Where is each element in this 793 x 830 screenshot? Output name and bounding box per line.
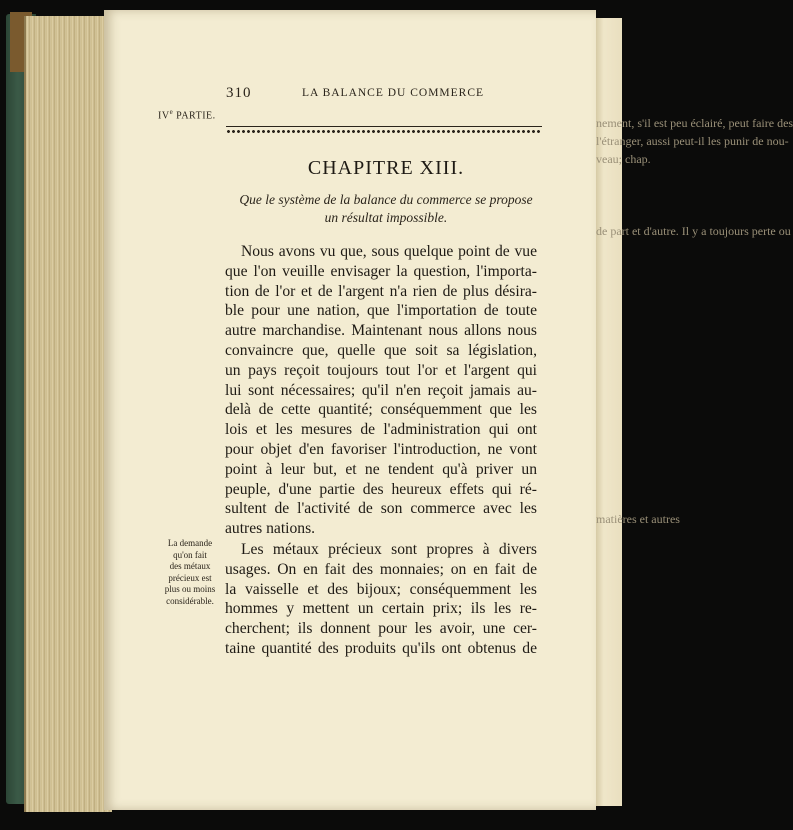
text-line: pour objet d'en favoriser l'introduction, ne vont (225, 440, 537, 458)
text-line: ble pour une nation, que l'importation de toute (225, 302, 537, 320)
facing-page-line (596, 330, 622, 348)
text-line: sultent de l'activité de son commerce avec les (225, 500, 537, 518)
facing-page-line (596, 438, 622, 456)
facing-page-line (596, 348, 622, 366)
facing-page-line: matières et autres (596, 512, 680, 526)
text-line: usages. On en fait des monnaies; on en fait de (225, 560, 537, 578)
facing-page-line (596, 402, 622, 420)
margin-note (158, 538, 222, 607)
facing-page (596, 18, 793, 806)
facing-page-line (596, 204, 622, 222)
facing-page-line (596, 366, 622, 384)
text-line: Les métaux précieux sont propres à divers (241, 540, 537, 558)
text-line: un pays reçoit toujours tout l'or et l'argent qui (225, 361, 537, 379)
margin-note-line: plus ou moins (164, 584, 216, 594)
text-line: hommes y mettent un certain prix; ils les re- (225, 600, 537, 618)
page-edges (24, 16, 112, 812)
chapter-title: CHAPITRE XIII. (307, 157, 465, 179)
text-line: que l'on veuille envisager la question, l'importa- (225, 262, 537, 280)
text-line: la vaisselle et des bijoux; conséquemment les (225, 580, 537, 598)
margin-note-line: précieux est (168, 572, 212, 583)
text-line: peuple, d'une partie des heureux effets qui ré- (225, 480, 537, 498)
text-line: lois et les mesures de l'administration qui ont (225, 421, 537, 439)
facing-page-text (596, 114, 793, 534)
facing-page-line: veau; chap. (596, 152, 651, 166)
body-text (225, 242, 537, 659)
facing-page-line (596, 186, 622, 204)
facing-page-line (596, 384, 622, 402)
text-line: point à leur but, et ne tendent qu'à priver un (225, 460, 537, 478)
facing-page-line: de part et d'autre. Il y a toujours perte ou (596, 224, 791, 238)
facing-page-line: l'étranger, aussi peut-il les punir de nou- (596, 134, 789, 148)
facing-page-line (596, 258, 622, 276)
facing-page-line (596, 276, 622, 294)
running-title: LA BALANCE DU COMMERCE (302, 87, 485, 99)
facing-page-line (596, 474, 622, 492)
margin-note-line: des métaux (169, 561, 211, 571)
margin-note-line: qu'on fait (173, 549, 207, 560)
chapter-subtitle (226, 191, 546, 227)
chapter-subtitle-line: un résultat impossible. (324, 210, 448, 225)
facing-page-line: nement, s'il est peu éclairé, peut faire des (596, 116, 793, 130)
text-line: delà de cette quantité; conséquemment que les (225, 401, 537, 419)
facing-page-line (596, 492, 622, 510)
paragraph-1 (225, 242, 537, 539)
text-line: Nous avons vu que, sous quelque point de vue (241, 243, 537, 260)
facing-page-line (596, 294, 622, 312)
facing-page-line (596, 312, 622, 330)
paragraph-2 (225, 540, 537, 659)
facing-page-line (596, 240, 622, 258)
page-number: 310 (226, 85, 252, 101)
margin-note-line: La demande (167, 538, 213, 548)
chapter-subtitle-line: Que le système de la balance du commerce se propose (239, 192, 533, 207)
ornamental-rule (226, 126, 542, 134)
margin-note-line: considérable. (166, 595, 214, 606)
part-label: IVe PARTIE. (158, 108, 216, 122)
facing-page-line (596, 420, 622, 438)
facing-page-line (596, 456, 622, 474)
text-line: lui sont nécessaires; qu'il n'en reçoit jamais au- (225, 381, 537, 399)
text-line: convaincre que, quelle que soit sa législation, (225, 341, 537, 359)
text-line: autre marchandise. Maintenant nous allons nous (225, 322, 537, 340)
facing-page-line (596, 168, 622, 186)
page-header (226, 85, 546, 105)
text-line: taine quantité des produits qu'ils ont obtenus de (225, 639, 537, 657)
text-line: tion de l'or et de l'argent n'a rien de plus désira- (225, 282, 537, 300)
text-line: cherchent; ils donnent pour les avoir, une cer- (225, 620, 537, 638)
text-line: autres nations. (225, 520, 316, 538)
